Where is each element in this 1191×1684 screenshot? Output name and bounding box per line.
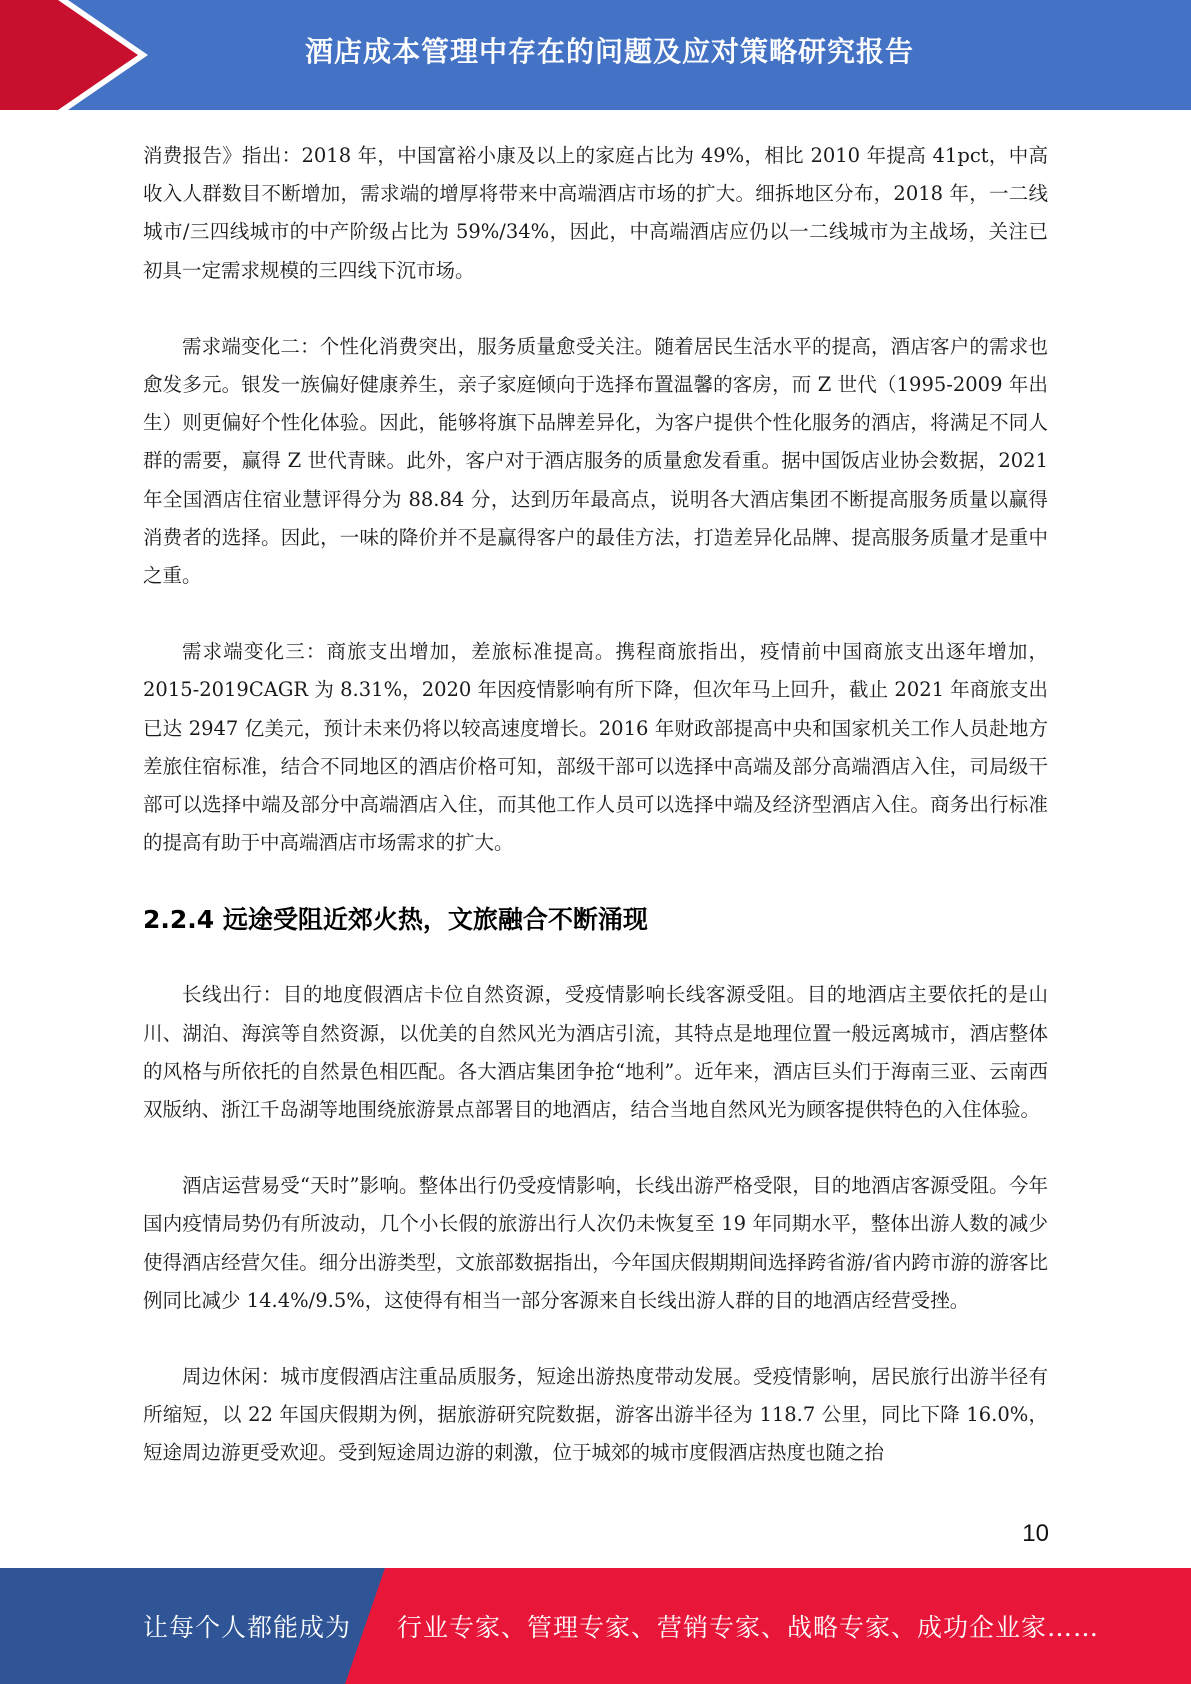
paragraph-hotel-operations: 酒店运营易受“天时”影响。整体出行仍受疫情影响，长线出游严格受限，目的地酒店客源受阻。今年国内疫情局势仍有所波动，几个小长假的旅游出行人次仍未恢复至 19 年同期水平，整体出游人数的减少使得酒店经营欠佳。细分出游类型，文旅部数据指出，今年国庆假期期间选择跨省游/省内跨市游的游客比例同比减少 14.4%/9.5%，这使得有相当一部分客源来自长线出游人群的目的地酒店经营受挫。: [143, 1174, 1048, 1312]
footer-slogan-right: 行业专家、管理专家、营销专家、战略专家、成功企业家……: [397, 1613, 1100, 1642]
paragraph-long-distance-travel: 长线出行：目的地度假酒店卡位自然资源，受疫情影响长线客源受阻。目的地酒店主要依托的是山川、湖泊、海滨等自然资源，以优美的自然风光为酒店引流，其特点是地理位置一般远离城市，酒店整体的风格与所依托的自然景色相匹配。各大酒店集团争抢“地利”。近年来，酒店巨头们于海南三亚、云南西双版纳、浙江千岛湖等地围绕旅游景点部署目的地酒店，结合当地自然风光为顾客提供特色的入住体验。: [143, 983, 1048, 1122]
page-footer: [0, 1568, 1191, 1684]
section-heading: 2.2.4 远途受阻近郊火热，文旅融合不断涌现: [143, 905, 648, 935]
paragraph-demand-change-2: 需求端变化二：个性化消费突出，服务质量愈受关注。随着居民生活水平的提高，酒店客户的需求也愈发多元。银发一族偏好健康养生，亲子家庭倾向于选择布置温馨的客房，而 Z 世代（1995-2009 年出生）则更偏好个性化体验。因此，能够将旗下品牌差异化，为客户提供个性化服务的酒店，将满足不同人群的需要，赢得 Z 世代青睐。此外，客户对于酒店服务的质量愈发看重。据中国饭店业协会数据，2021 年全国酒店住宿业慧评得分为 88.84 分，达到历年最高点，说明各大酒店集团不断提高服务质量以赢得消费者的选择。因此，一味的降价并不是赢得客户的最佳方法，打造差异化品牌、提高服务质量才是重中之重。: [143, 334, 1048, 588]
footer-slogan-left: 让每个人都能成为: [143, 1613, 352, 1642]
paragraph-continued: 消费报告》指出：2018 年，中国富裕小康及以上的家庭占比为 49%，相比 2010 年提高 41pct，中高收入人群数目不断增加，需求端的增厚将带来中高端酒店市场的扩大。细拆地区分布，2018 年，一二线城市/三四线城市的中产阶级占比为 59%/34%，因此，中高端酒店应仍以一二线城市为主战场，关注已初具一定需求规模的三四线下沉市场。: [143, 144, 1048, 282]
document-body: [143, 137, 1048, 1511]
paragraph-demand-change-3: 需求端变化三：商旅支出增加，差旅标准提高。携程商旅指出，疫情前中国商旅支出逐年增加，2015-2019CAGR 为 8.31%，2020 年因疫情影响有所下降，但次年马上回升，截止 2021 年商旅支出已达 2947 亿美元，预计未来仍将以较高速度增长。2016 年财政部提高中央和国家机关工作人员赴地方差旅住宿标准，结合不同地区的酒店价格可知，部级干部可以选择中高端及部分高端酒店入住，司局级干部可以选择中端及部分中高端酒店入住，而其他工作人员可以选择中端及经济型酒店入住。商务出行标准的提高有助于中高端酒店市场需求的扩大。: [143, 640, 1048, 855]
page-number: 10: [1022, 1520, 1049, 1547]
report-title: 酒店成本管理中存在的问题及应对策略研究报告: [304, 35, 914, 68]
paragraph-local-leisure: 周边休闲：城市度假酒店注重品质服务，短途出游热度带动发展。受疫情影响，居民旅行出游半径有所缩短，以 22 年国庆假期为例，据旅游研究院数据，游客出游半径为 118.7 公里，同比下降 16.0%，短途周边游更受欢迎。受到短途周边游的刺激，位于城郊的城市度假酒店热度也随之抬: [143, 1365, 1048, 1465]
page-header: [0, 0, 1191, 110]
